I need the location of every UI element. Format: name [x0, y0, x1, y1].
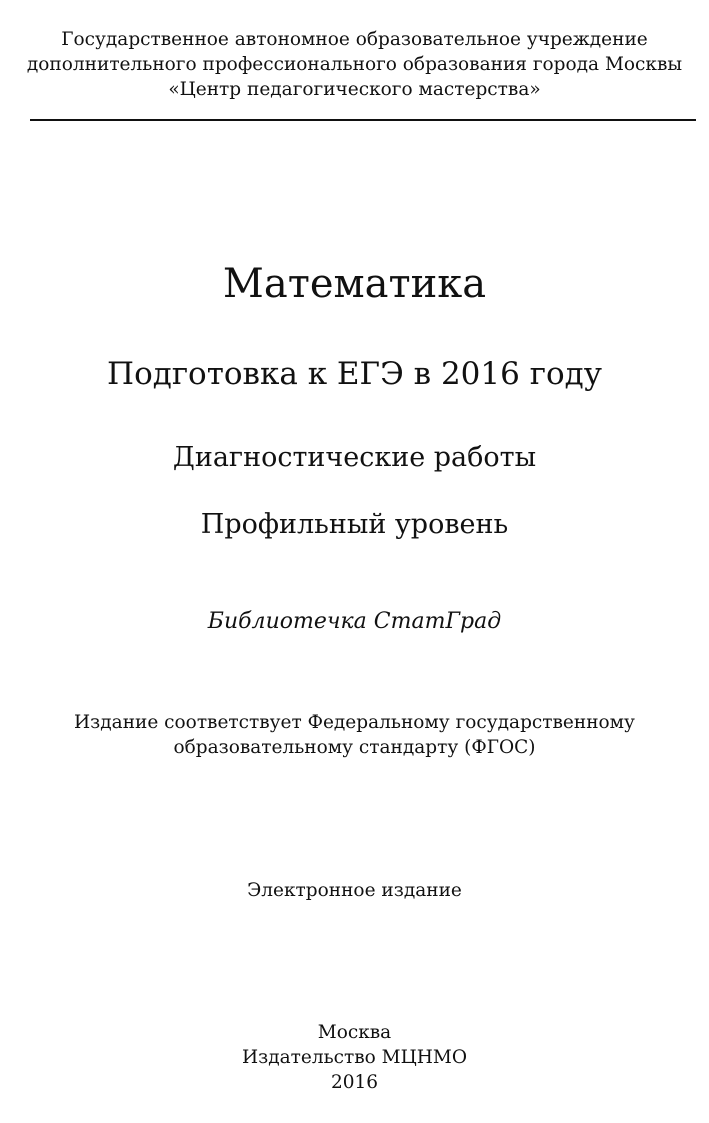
series-name: Библиотечка СтатГрад — [207, 609, 502, 634]
organization-line-1: Государственное автономное образовательное учреждение — [61, 29, 648, 50]
organization-line-2: дополнительного профессионального образования города Москвы — [26, 54, 683, 75]
level: Профильный уровень — [200, 509, 509, 540]
standard-line-1: Издание соответствует Федеральному государственному — [74, 712, 635, 733]
imprint-city: Москва — [317, 1022, 392, 1043]
organization-line-3: «Центр педагогического мастерства» — [168, 79, 541, 100]
standard-line-2: образовательному стандарту (ФГОС) — [173, 737, 536, 758]
imprint-publisher: Издательство МЦНМО — [242, 1047, 467, 1068]
work-type: Диагностические работы — [172, 442, 537, 473]
book-title: Математика — [222, 261, 487, 307]
imprint-year: 2016 — [330, 1072, 379, 1093]
edition-type: Электронное издание — [247, 880, 462, 901]
header-divider — [30, 119, 696, 121]
book-subtitle: Подготовка к ЕГЭ в 2016 году — [107, 356, 602, 392]
